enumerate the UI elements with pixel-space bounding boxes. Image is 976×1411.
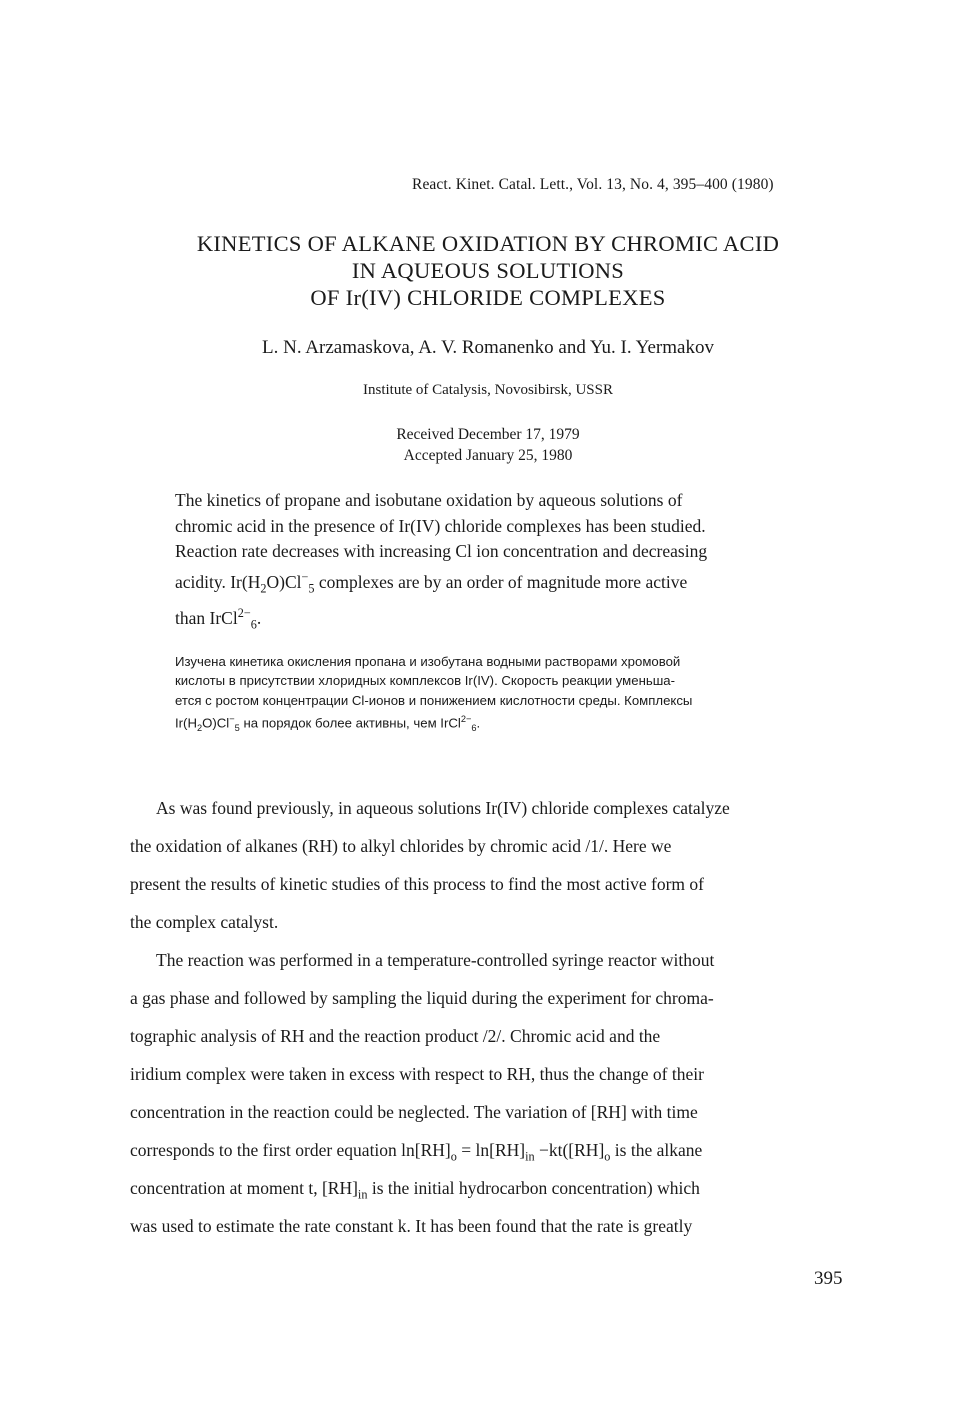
authors: L. N. Arzamaskova, A. V. Romanenko and Yu. I. Yermakov — [262, 337, 714, 358]
body-line: concentration in the reaction could be neglected. The variation of [RH] with time — [130, 1102, 698, 1122]
abstract-ru-line: Изучена кинетика окисления пропана и изобутана водными растворами хромовой — [175, 654, 681, 669]
abstract-ru-line: кислоты в присутствии хлоридных комплексов Ir(IV). Скорость реакции уменьша- — [175, 673, 676, 689]
journal-citation: React. Kinet. Catal. Lett., Vol. 13, No. 4, 395–400 (1980) — [412, 176, 774, 193]
article-title — [120, 230, 856, 311]
abstract-russian — [175, 652, 855, 738]
abstract-line: than IrCl$^{2-}_6$. — [175, 606, 262, 632]
body-line: the complex catalyst. — [130, 912, 279, 932]
body-paragraph-2 — [130, 941, 860, 1245]
abstract-ru-line: $Ir(H_2O)Cl^-_5$ на порядок более активны, чем IrCl$^{2-}_6$. — [175, 713, 481, 733]
page-number: 395 — [814, 1268, 843, 1289]
body-line: present the results of kinetic studies of this process to find the most active form of — [130, 874, 704, 894]
body-line: was used to estimate the rate constant k. It has been found that the rate is greatly — [130, 1216, 693, 1236]
received-date: Received December 17, 1979 — [396, 426, 580, 443]
title-line: OF Ir(IV) CHLORIDE COMPLEXES — [310, 285, 666, 310]
affiliation: Institute of Catalysis, Novosibirsk, USSR — [362, 382, 613, 398]
body-line: As was found previously, in aqueous solutions Ir(IV) chloride complexes catalyze — [156, 798, 730, 818]
accepted-date: Accepted January 25, 1980 — [403, 447, 573, 464]
body-line: iridium complex were taken in excess with respect to RH, thus the change of their — [130, 1064, 704, 1084]
body-line: The reaction was performed in a temperature-controlled syringe reactor without — [156, 950, 715, 970]
dates — [120, 424, 856, 466]
title-line: IN AQUEOUS SOLUTIONS — [351, 258, 625, 283]
abstract-line: acidity. $Ir(H_2O)Cl^-_5$ complexes are by an order of magnitude more active — [175, 569, 688, 595]
abstract-line: chromic acid in the presence of Ir(IV) chloride complexes has been studied. — [175, 515, 706, 536]
body-line: corresponds to the first order equation $\ln[RH]_o = \ln[RH]_{in} -kt([RH]_o$ is the alkane — [130, 1140, 703, 1164]
abstract-ru-line: ется с ростом концентрации Cl-ионов и понижением кислотности среды. Комплексы — [175, 692, 693, 708]
title-line: KINETICS OF ALKANE OXIDATION BY CHROMIC ACID — [196, 231, 780, 256]
abstract-line: The kinetics of propane and isobutane oxidation by aqueous solutions of — [175, 490, 683, 510]
body-line: the oxidation of alkanes (RH) to alkyl chlorides by chromic acid /1/. Here we — [130, 836, 672, 856]
abstract-english — [175, 488, 845, 638]
body-line: tographic analysis of RH and the reaction product /2/. Chromic acid and the — [130, 1026, 661, 1046]
body-line: a gas phase and followed by sampling the liquid during the experiment for chroma- — [130, 988, 714, 1008]
body-line: concentration at moment t, $[RH]_{in}$ is the initial hydrocarbon concentration) which — [130, 1178, 700, 1202]
body-paragraph-1 — [130, 789, 860, 941]
abstract-line: Reaction rate decreases with increasing Cl ion concentration and decreasing — [175, 541, 708, 561]
